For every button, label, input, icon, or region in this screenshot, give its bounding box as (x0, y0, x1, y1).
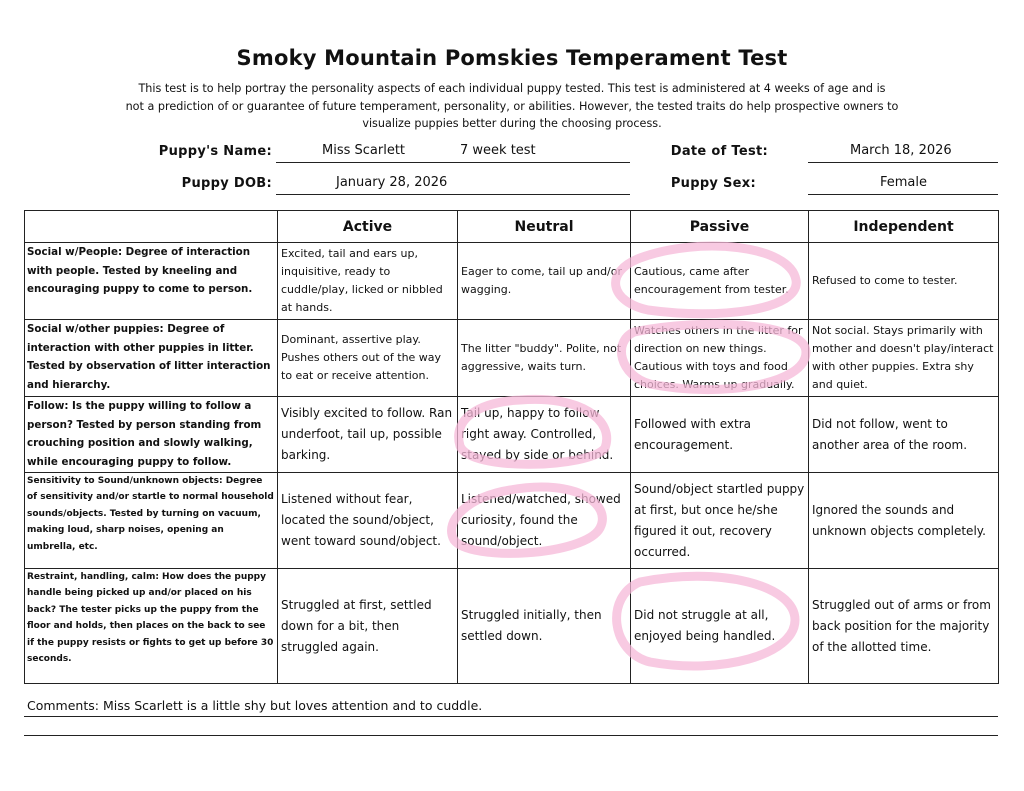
rating-cell: Excited, tail and ears up, inquisitive, ready to cuddle/play, licked or nibbled at hands. (278, 243, 458, 320)
rating-cell-selected: Cautious, came after encouragement from tester. (631, 243, 809, 320)
puppy-name-label: Puppy's Name: (158, 144, 272, 159)
puppy-dob-value: January 28, 2026 (336, 175, 448, 190)
temperament-table (24, 210, 999, 684)
table-row (25, 473, 999, 569)
test-note-value: 7 week test (460, 143, 536, 158)
comments-blank-line (24, 735, 998, 736)
header-active: Active (278, 211, 458, 243)
rating-cell-selected: Listened/watched, showed curiosity, found the sound/object. (458, 473, 631, 569)
header-independent: Independent (809, 211, 999, 243)
date-of-test-label: Date of Test: (670, 144, 768, 159)
rating-cell: Struggled initially, then settled down. (458, 569, 631, 684)
puppy-sex-field (808, 175, 998, 195)
rating-cell: Refused to come to tester. (809, 243, 999, 320)
header-criteria (25, 211, 278, 243)
rating-cell: Listened without fear, located the sound/object, went toward sound/object. (278, 473, 458, 569)
date-of-test-field (808, 143, 998, 163)
rating-cell: Eager to come, tail up and/or wagging. (458, 243, 631, 320)
criterion-cell: Restraint, handling, calm: How does the puppy handle being picked up and/or placed on his back? The tester picks up the puppy from the floor and holds, then places on the back to see if the puppy resists or fights to get up before 30 seconds. (25, 569, 278, 684)
intro-line: This test is to help portray the personality aspects of each individual puppy tested. This test is administered at 4 weeks of age and is (138, 82, 886, 95)
puppy-sex-label: Puppy Sex: (670, 176, 756, 191)
table-header-row (25, 211, 999, 243)
header-passive: Passive (631, 211, 809, 243)
criterion-cell: Social w/other puppies: Degree of interaction with other puppies in litter. Tested by observation of litter interaction and hierarchy. (25, 320, 278, 397)
rating-cell: Not social. Stays primarily with mother and doesn't play/interact with other puppies. Extra shy and quiet. (809, 320, 999, 397)
rating-cell: Sound/object startled puppy at first, but once he/she figured it out, recovery occurred. (631, 473, 809, 569)
rating-cell: The litter "buddy". Polite, not aggressive, waits turn. (458, 320, 631, 397)
table-row (25, 243, 999, 320)
puppy-sex-value: Female (880, 175, 928, 190)
rating-cell: Dominant, assertive play. Pushes others out of the way to eat or receive attention. (278, 320, 458, 397)
criterion-cell: Social w/People: Degree of interaction with people. Tested by kneeling and encouraging puppy to come to person. (25, 243, 278, 320)
rating-cell: Followed with extra encouragement. (631, 397, 809, 473)
rating-cell: Ignored the sounds and unknown objects completely. (809, 473, 999, 569)
rating-cell: Visibly excited to follow. Ran underfoot, tail up, possible barking. (278, 397, 458, 473)
rating-cell-selected: Did not struggle at all, enjoyed being handled. (631, 569, 809, 684)
table-row (25, 569, 999, 684)
header-neutral: Neutral (458, 211, 631, 243)
puppy-name-field (276, 143, 630, 163)
page-title: Smoky Mountain Pomskies Temperament Test (236, 46, 788, 70)
puppy-dob-field (276, 175, 630, 195)
table-row (25, 397, 999, 473)
table-row (25, 320, 999, 397)
intro-text (120, 80, 904, 133)
intro-line: not a prediction of or guarantee of future temperament, personality, or abilities. However, the tested traits do help prospective owners to (125, 99, 899, 113)
rating-cell-selected: Watches others in the litter for direction on new things. Cautious with toys and food choices. Warms up gradually. (631, 320, 809, 397)
puppy-dob-label: Puppy DOB: (181, 176, 272, 191)
comments-line: Comments: Miss Scarlett is a little shy but loves attention and to cuddle. (24, 696, 998, 717)
date-of-test-value: March 18, 2026 (850, 143, 952, 158)
criterion-cell: Follow: Is the puppy willing to follow a person? Tested by person standing from crouching position and slowly walking, while encouraging puppy to follow. (25, 397, 278, 473)
puppy-name-value: Miss Scarlett (322, 143, 406, 158)
rating-cell-selected: Tail up, happy to follow right away. Controlled, stayed by side or behind. (458, 397, 631, 473)
rating-cell: Struggled at first, settled down for a bit, then struggled again. (278, 569, 458, 684)
intro-line: visualize puppies better during the choosing process. (362, 117, 662, 130)
rating-cell: Did not follow, went to another area of the room. (809, 397, 999, 473)
rating-cell: Struggled out of arms or from back position for the majority of the allotted time. (809, 569, 999, 684)
criterion-cell: Sensitivity to Sound/unknown objects: Degree of sensitivity and/or startle to normal household sounds/objects. Tested by turning on vacuum, making loud, sharp noises, opening an umbrella, etc. (25, 473, 278, 569)
